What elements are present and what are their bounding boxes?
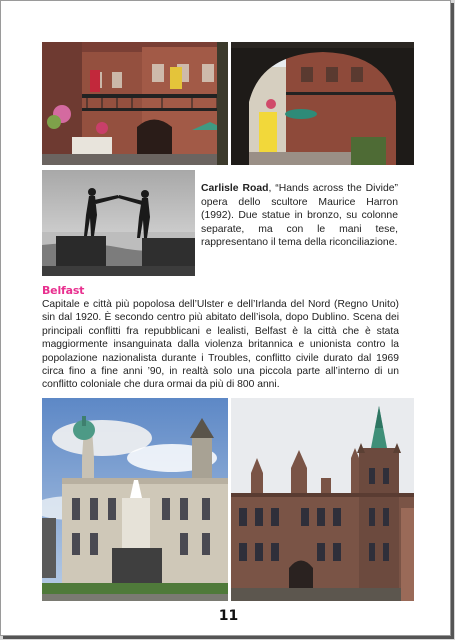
section-body: Capitale e città più popolosa dell’Ulster e dell’Irlanda del Nord (Regno Unito) sin dal 1920. È secondo centro più abitato dell’isola, dopo Dublino. Scena dei principali conflitti fra repubblicani e lealisti, Belfast è la città che è stata maggiormente insanguinata dalla violenza britannica e unionista contro la popolazione nazionalista durante i Troubles, conflitto civile durato dal 1969 circa fino a fine anni ’90, in realtà solo una piccola parte all’interno di un conflitto coloniale che dura ormai da più di 800 anni. xyxy=(42,299,399,391)
archway-courtyard-photo xyxy=(231,42,414,165)
belfast-city-hall-photo xyxy=(42,398,228,601)
page-number: 11 xyxy=(218,608,239,624)
courtyard-brick-buildings-photo xyxy=(42,42,228,165)
caption-text: , “Hands across the Divide” opera dello scultore Maurice Harron (1992). Due statue in bronzo, su colonne separate, ma con le mani tese, rappresentano il tema della riconciliazione. xyxy=(201,183,398,248)
section-title: Belfast xyxy=(42,284,85,297)
caption-title: Carlisle Road xyxy=(201,183,269,194)
statue-caption xyxy=(201,182,398,250)
hands-across-the-divide-statue-photo xyxy=(42,170,195,276)
gothic-brick-building-photo xyxy=(231,398,414,601)
